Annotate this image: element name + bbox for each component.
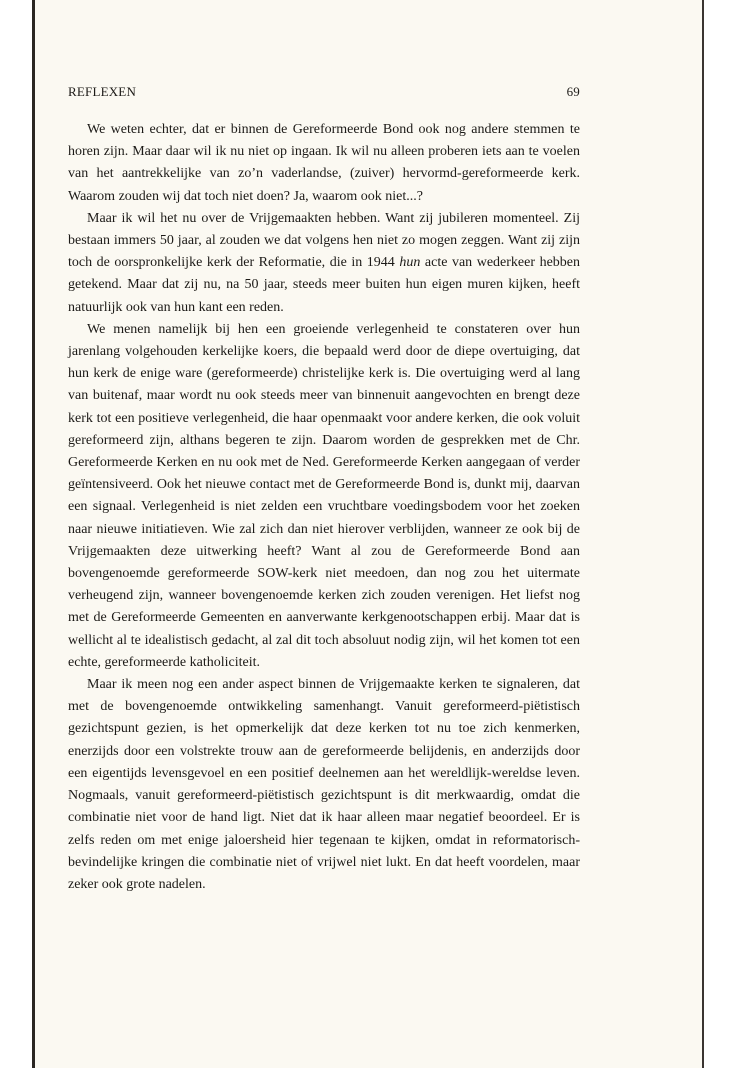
scan-right-edge bbox=[702, 0, 704, 1068]
paragraph-2-text-start: Maar ik wil het nu over de Vrijgemaakten hebben. Want zij jubileren momenteel. Zij bestaan immers 50 jaar, al zouden we dat volgens hen niet zo mogen zeggen. Want zij zijn toch de oorspronkelijke kerk der Reformatie, die in 1944 bbox=[68, 210, 580, 271]
paragraph-1: We weten echter, dat er binnen de Gereformeerde Bond ook nog andere stemmen te horen zijn. Maar daar wil ik nu niet op ingaan. Ik wil nu alleen proberen iets aan te voelen van het aantrekkelijke van zo’n vaderlandse, (zuiver) hervormd-gereformeerde kerk. Waarom zouden wij dat toch niet doen? Ja, waarom ook niet...? bbox=[68, 122, 580, 204]
page-number: 69 bbox=[566, 84, 580, 99]
paragraph-2 bbox=[68, 208, 580, 319]
paragraph-4: Maar ik meen nog een ander aspect binnen de Vrijgemaakte kerken te signaleren, dat met de bovengenoemde ontwikkeling samenhangt. Vanuit gereformeerd-piëtistisch gezichtspunt gezien, is het opmerkelijk dat deze kerken tot nu toe zich kenmerken, enerzijds door een volstrekte trouw aan de gereformeerde belijdenis, en anderzijds door een eigentijds levensgevoel en een positief deelnemen aan het wereldlijk-wereldse leven. Nogmaals, vanuit gereformeerd-piëtistisch gezichtspunt is dit merkwaardig, omdat die combinatie niet voor de hand ligt. Niet dat ik haar alleen maar negatief beoordeel. Er is zelfs reden om met enige jaloersheid hier tegenaan te kijken, omdat in reformatorisch-bevindelijke kringen die combinatie niet of vrijwel niet lukt. En dat heeft voordelen, maar zeker ook grote nadelen. bbox=[68, 677, 580, 892]
emphasis-hun: hun bbox=[399, 255, 421, 271]
paragraph-2-text-end: acte van wederkeer hebben getekend. Maar dat zij nu, na 50 jaar, steeds meer buiten hun eigen muren kijken, heeft natuurlijk ook van hun kant een reden. bbox=[68, 255, 580, 315]
running-head: REFLEXEN bbox=[68, 84, 137, 99]
paragraph-3: We menen namelijk bij hen een groeiende verlegenheid te constateren over hun jarenlang volgehouden kerkelijke koers, die bepaald werd door de diepe overtuiging, dat hun kerk de enige ware (gereformeerde) christelijke kerk is. Die overtuiging werd al lang van buitenaf, maar wordt nu ook steeds meer van binnenuit aangevochten en brengt deze kerk tot een positieve verlegenheid, die haar openmaakt voor andere kerken, die ook voluit gereformeerd zijn, althans begeren te zijn. Daarom worden de gesprekken met de Chr. Gereformeerde Kerken en nu ook met de Ned. Gereformeerde Kerken aangegaan of verder geïntensiveerd. Ook het nieuwe contact met de Gereformeerde Bond is, dunkt mij, daarvan een signaal. Verlegenheid is niet zelden een vruchtbare voedingsbodem voor het zoeken naar nieuwe initiatieven. Wie zal zich dan niet hierover verblijden, wanneer ze ook bij de Vrijgemaakten deze uitwerking heeft? Want al zou de Gereformeerde Bond aan bovengenoemde gereformeerde SOW-kerk niet meedoen, dan nog zou het uitermate verheugend zijn, wanneer bovengenoemde kerken zich zouden verenigen. Het liefst nog met de Gereformeerde Gemeenten en aanverwante kerkgenootschappen erbij. Maar dat is wellicht al te idealistisch gedacht, al zal dit toch absoluut nodig zijn, wil het komen tot een echte, gereformeerde katholiciteit. bbox=[68, 321, 580, 670]
body-text bbox=[68, 119, 580, 896]
